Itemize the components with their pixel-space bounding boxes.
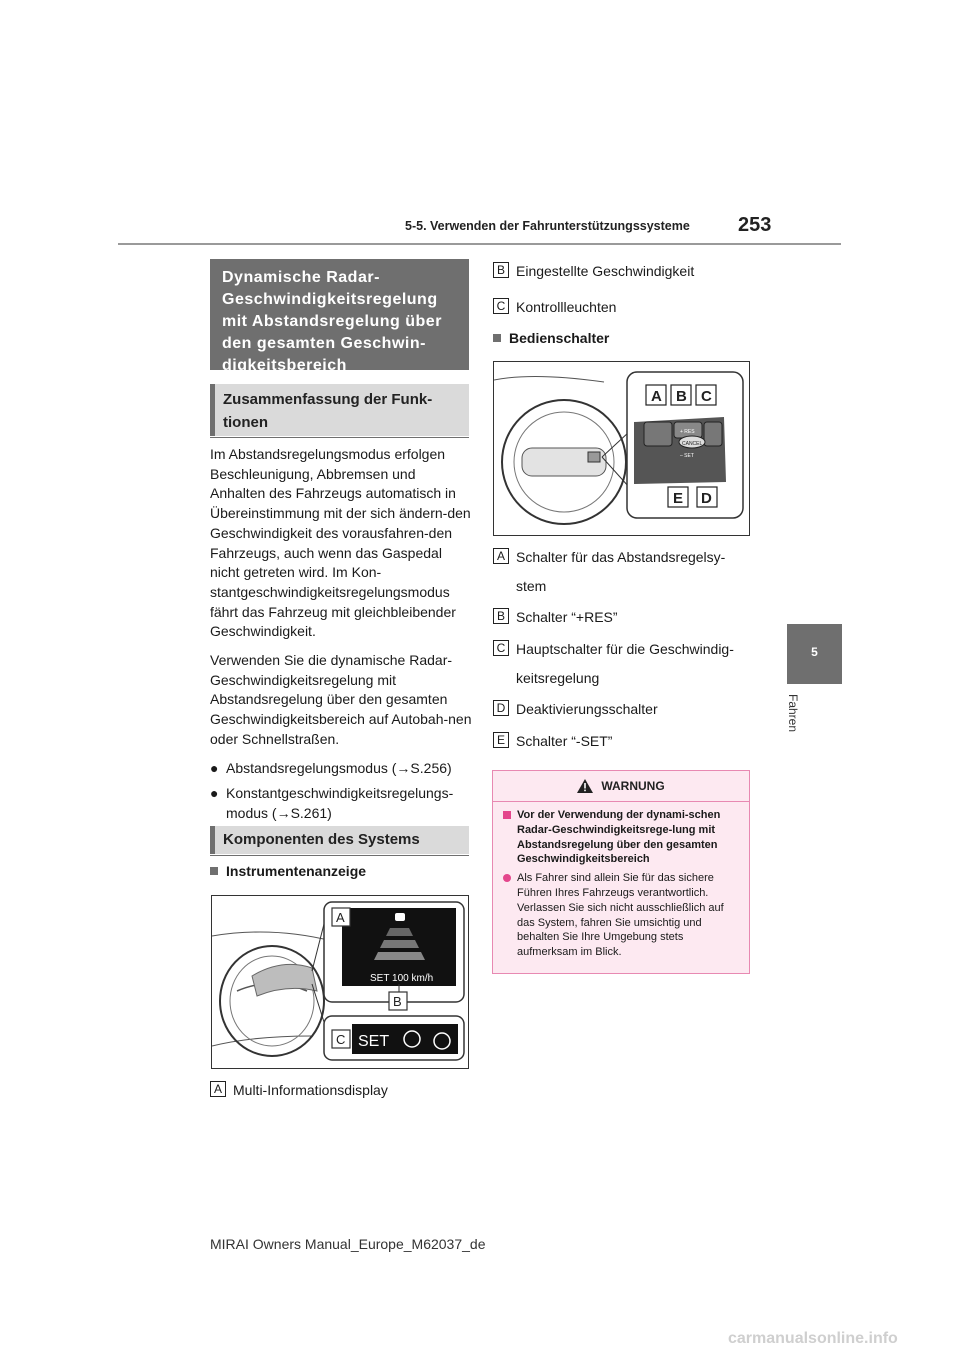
heading-underline [210, 437, 469, 439]
title-box [210, 259, 469, 374]
figure-label-c: C [336, 1032, 346, 1047]
components-heading-box [210, 826, 469, 854]
warning-text: Als Fahrer sind allein Sie für das sichere Führen Ihres Fahrzeugs verantwortlich. Verlassen Sie sich nicht ausschließlich auf das System, fahren Sie umsichtig und behalten Sie Ihre Umgebung stets aufmerksam im Blick. [517, 872, 724, 959]
legend-item [493, 608, 753, 627]
legend-text: Schalter “-SET” [516, 733, 613, 749]
warning-box [492, 770, 750, 974]
legend-item-c [493, 298, 616, 317]
round-bullet-icon [503, 874, 511, 882]
warning-text-item [503, 871, 741, 960]
instrument-heading-text: Instrumentenanzeige [226, 863, 367, 879]
figure-label-e: E [673, 490, 684, 507]
square-bullet-icon [210, 867, 218, 875]
cancel-switch-label: CANCEL [682, 441, 703, 447]
legend-item-b [493, 262, 694, 281]
figure-label-d: D [701, 490, 712, 507]
letter-badge: C [493, 298, 509, 314]
letter-badge: B [493, 608, 509, 624]
legend-item [493, 732, 753, 751]
section-title: 5-5. Verwenden der Fahrunterstützungssysteme [405, 219, 690, 233]
switch-heading [493, 330, 609, 346]
legend-item [493, 548, 753, 596]
legend-item [493, 700, 753, 719]
watermark: carmanualsonline.info [728, 1330, 898, 1347]
figure-label-b: B [393, 994, 402, 1009]
switch-legend [493, 548, 753, 751]
letter-badge: E [493, 732, 509, 748]
letter-badge: D [493, 700, 509, 716]
bullet-text-link[interactable]: Konstantgeschwindigkeitsregelungs-modus (→S.261) [226, 785, 454, 821]
legend-line-1: Schalter für das Abstandsregelsy- [516, 549, 726, 565]
warning-triangle-icon [577, 779, 593, 793]
warning-content [493, 802, 749, 972]
letter-badge: B [493, 262, 509, 278]
letter-badge: C [493, 640, 509, 656]
legend-line-2: stem [516, 578, 547, 594]
instrument-illustration [212, 896, 468, 1068]
legend-line-1: Hauptschalter für die Geschwindig- [516, 641, 734, 657]
figure-label-b: B [676, 388, 687, 405]
switch-heading-text: Bedienschalter [509, 330, 610, 346]
legend-line-2: keitsregelung [516, 670, 600, 686]
heading-underline [210, 855, 469, 857]
letter-badge: A [493, 548, 509, 564]
chapter-label: Fahren [786, 694, 800, 733]
page-number: 253 [738, 214, 772, 236]
bullet-item [210, 784, 472, 823]
square-bullet-icon [503, 811, 511, 819]
bullet-icon: ● [210, 759, 219, 776]
instrument-figure [211, 895, 469, 1069]
summary-heading-box [210, 384, 469, 436]
legend-text: Schalter “+RES” [516, 609, 618, 625]
figure-label-a: A [336, 910, 345, 925]
legend-text: Eingestellte Geschwindigkeit [516, 263, 695, 279]
square-bullet-icon [493, 334, 501, 342]
bullet-text-link[interactable]: Abstandsregelungsmodus (→S.256) [226, 759, 452, 776]
instrument-heading [210, 863, 366, 879]
legend-item-a [210, 1081, 388, 1100]
bullet-icon: ● [210, 785, 219, 802]
summary-text [210, 445, 472, 830]
warning-title: WARNUNG [601, 779, 665, 793]
legend-item [493, 640, 753, 688]
warning-title-bar [493, 771, 749, 802]
letter-badge: A [210, 1081, 226, 1097]
header-rule [118, 243, 841, 245]
set-speed-readout: SET 100 km/h [370, 973, 434, 984]
legend-text: Deaktivierungsschalter [516, 701, 658, 717]
chapter-number: 5 [811, 645, 818, 659]
manual-footer: MIRAI Owners Manual_Europe_M62037_de [210, 1236, 486, 1252]
warning-heading: Vor der Verwendung der dynami-schen Radar-Geschwindigkeitsrege-lung mit Abstandsregelung über den gesamten Geschwindigkeitsbereich [517, 809, 721, 866]
components-heading: Komponenten des Systems [223, 831, 420, 848]
legend-text: Kontrollleuchten [516, 299, 617, 315]
set-switch-label: – SET [680, 453, 694, 459]
title-box-text: Dynamische Radar-Geschwindigkeitsregelung mit Abstandsregelung über den gesamten Geschwin-digkeitsbereich [222, 269, 442, 374]
switch-figure [493, 361, 750, 536]
switch-illustration [494, 362, 749, 535]
paragraph-1: Im Abstandsregelungsmodus erfolgen Beschleunigung, Abbremsen und Anhalten des Fahrzeugs automatisch in Übereinstimmung mit der sich ändern-den Geschwindigkeit des vorausfahren-den Fahrzeugs, auch wenn das Gaspedal nicht getreten wird. Im Kon-stantgeschwindigkeitsregelungsmodus fährt das Fahrzeug mit gleichbleibender Geschwindigkeit. [210, 446, 471, 640]
res-switch-label: + RES [680, 429, 695, 435]
chapter-tab[interactable] [787, 624, 842, 684]
figure-label-a: A [651, 388, 662, 405]
bullet-item [210, 759, 472, 779]
summary-heading: Zusammenfassung der Funk-tionen [223, 391, 433, 431]
legend-text [516, 548, 725, 596]
legend-text [516, 640, 734, 688]
set-indicator-text: SET [358, 1033, 390, 1050]
warning-heading-item [503, 808, 741, 867]
legend-text: Multi-Informationsdisplay [233, 1082, 388, 1098]
figure-label-c: C [701, 388, 712, 405]
paragraph-2: Verwenden Sie die dynamische Radar-Geschwindigkeitsregelung mit Abstandsregelung über den gesamten Geschwindigkeitsbereich auf Autobah-nen oder Schnellstraßen. [210, 652, 472, 747]
